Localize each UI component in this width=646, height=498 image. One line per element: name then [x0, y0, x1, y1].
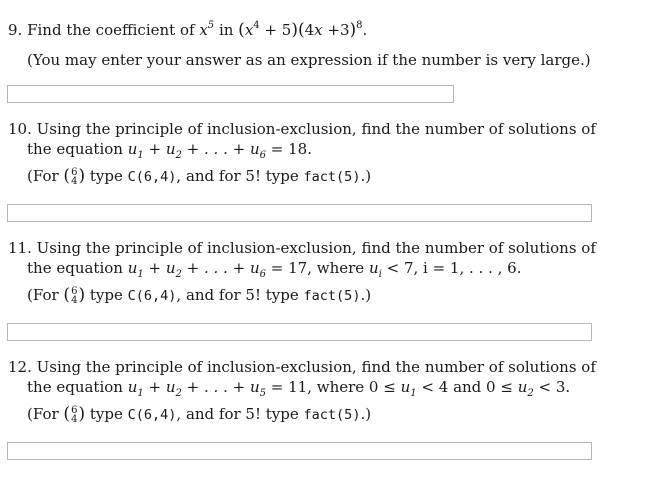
question-11-prompt-line1 — [8, 238, 596, 258]
math-u1: $u_1$ — [400, 378, 417, 399]
hint-code: fact(5) — [303, 288, 361, 304]
math-u2: $u_2$ — [517, 378, 534, 399]
question-text: Using the principle of inclusion-exclusion, find the number of solutions of — [36, 239, 596, 257]
question-text: Using the principle of inclusion-exclusion, find the number of solutions of — [36, 358, 596, 376]
hint-text: .) — [360, 286, 372, 304]
hint-text: (For — [27, 167, 59, 185]
binomial-6-4: 6 4 — [71, 167, 78, 187]
math-equation: $u_1 + u_2$ + . . . + $u_5$ — [127, 378, 266, 399]
math-x5: $x^5$ — [199, 20, 215, 39]
question-text: the equation — [27, 259, 123, 277]
question-text: Find the coefficient of — [27, 21, 195, 39]
question-11-prompt-line2: the equation $u_1 + u_2$ + . . . + $u_6 = 17$, where $u_i < 7$, i = 1, . . . , 6. — [27, 259, 522, 280]
question-10-hint: (For (6 4) type C(6,4), and for 5! type fact(5).) — [27, 166, 372, 187]
equation-rhs: 17, where — [288, 259, 365, 277]
question-9-hint: (You may enter your answer as an expression if the number is very large.) — [27, 51, 591, 69]
binomial-6-4: 6 4 — [71, 405, 78, 425]
question-number: 10. — [8, 120, 32, 138]
hint-text: (For — [27, 405, 59, 423]
answer-input-10[interactable] — [7, 204, 592, 222]
answer-input-9[interactable] — [7, 85, 454, 103]
hint-text: , and for 5! type — [176, 286, 299, 304]
hint-text: type — [89, 405, 123, 423]
question-12-prompt-line1 — [8, 357, 596, 377]
hint-code: fact(5) — [303, 169, 361, 185]
question-9-prompt: 9. Find the coefficient of $x^5$ in $(x^4 + 5)(4x +3)^8$. — [8, 20, 368, 40]
hint-text: (For — [27, 286, 59, 304]
math-equation: $u_1 + u_2$ + . . . + $u_6$ — [127, 140, 266, 161]
question-text: Using the principle of inclusion-exclusion, find the number of solutions of — [36, 120, 596, 138]
hint-text: .) — [360, 405, 372, 423]
equation-condition: < 4 and 0 ≤ — [421, 378, 513, 396]
hint-code: fact(5) — [303, 407, 361, 423]
question-number: 12. — [8, 358, 32, 376]
question-number: 11. — [8, 239, 32, 257]
hint-text: type — [89, 167, 123, 185]
math-ui: $u_i$ — [368, 259, 382, 280]
question-12-hint: (For (6 4) type C(6,4), and for 5! type fact(5).) — [27, 404, 372, 425]
equation-condition: < 3. — [538, 378, 571, 396]
answer-input-11[interactable] — [7, 323, 592, 341]
equation-rhs: 11, where 0 ≤ — [288, 378, 396, 396]
question-10-prompt-line1 — [8, 119, 596, 139]
question-number: 9. — [8, 21, 23, 39]
hint-text: type — [89, 286, 123, 304]
question-text: the equation — [27, 140, 123, 158]
question-12-prompt-line2: the equation $u_1 + u_2$ + . . . + $u_5 = 11$, where $0 \le u_1 < 4$ and $0 \le u_2 < 3$. — [27, 378, 571, 399]
math-equation: $u_1 + u_2$ + . . . + $u_6$ — [127, 259, 266, 280]
hint-text: , and for 5! type — [176, 167, 299, 185]
hint-text: , and for 5! type — [176, 405, 299, 423]
binomial-6-4: 6 4 — [71, 286, 78, 306]
math-expression: $(x^4 + 5)(4x +3)^8$. — [238, 20, 368, 40]
equation-condition: < 7, i = 1, . . . , 6. — [386, 259, 522, 277]
question-text: the equation — [27, 378, 123, 396]
question-11-hint: (For (6 4) type C(6,4), and for 5! type fact(5).) — [27, 285, 372, 306]
equation-rhs: 18. — [288, 140, 312, 158]
hint-text: .) — [360, 167, 372, 185]
hint-code: C(6,4) — [127, 288, 177, 304]
question-10-prompt-line2: the equation $u_1 + u_2$ + . . . + $u_6 = 18$. — [27, 140, 312, 161]
hint-code: C(6,4) — [127, 407, 177, 423]
hint-code: C(6,4) — [127, 169, 177, 185]
answer-input-12[interactable] — [7, 442, 592, 460]
